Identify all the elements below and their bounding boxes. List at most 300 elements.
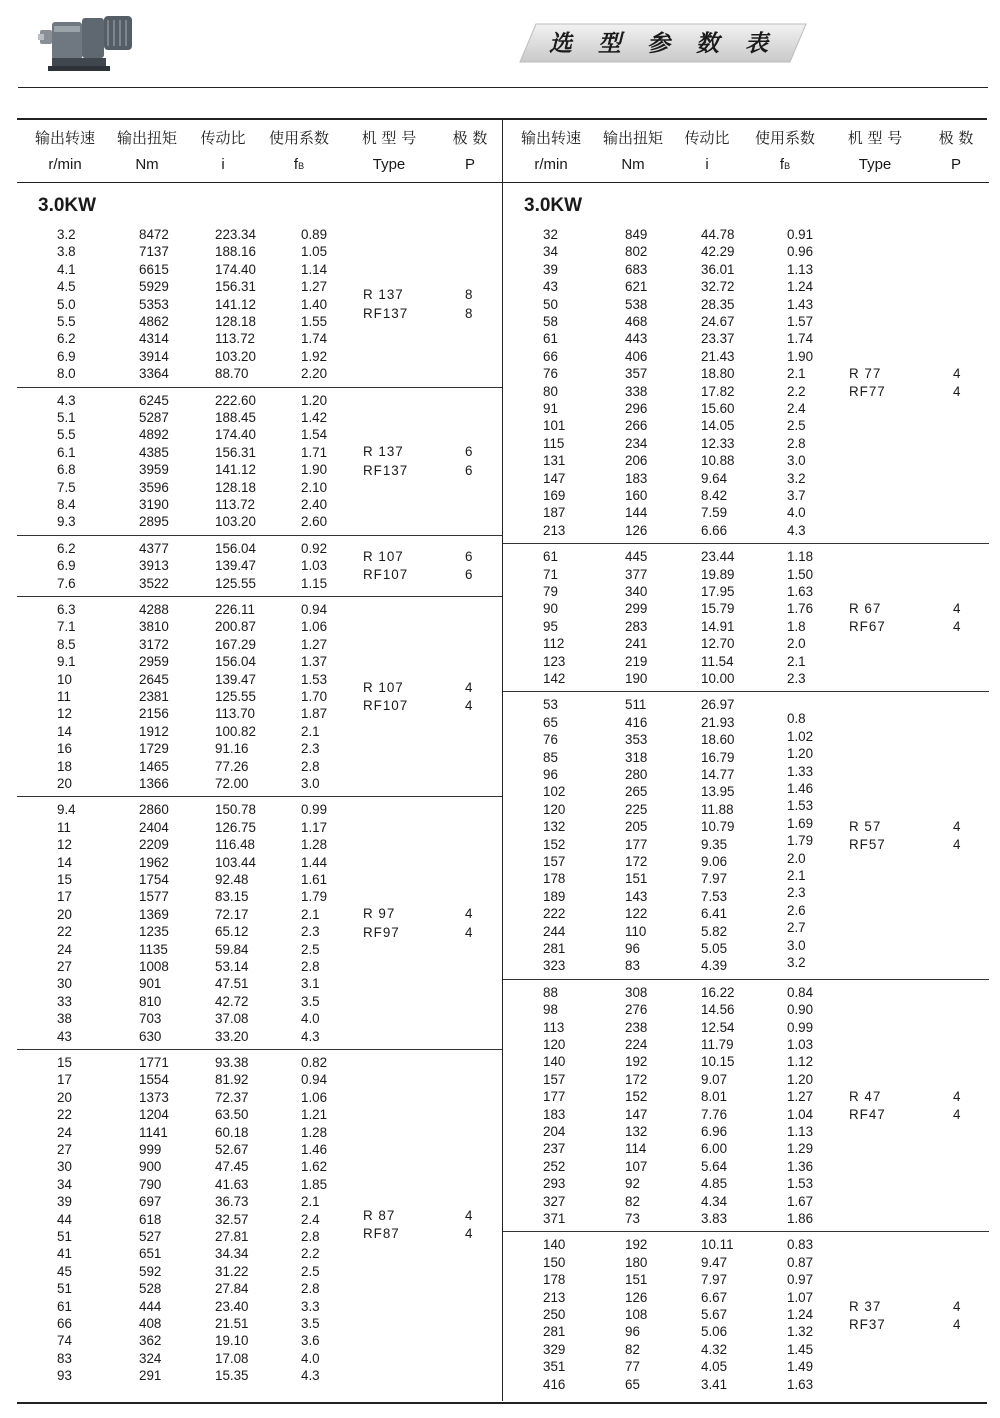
table-row: [503, 261, 989, 278]
ratio-cell: 103.20: [215, 514, 256, 530]
ratio-cell: 5.06: [701, 1324, 728, 1340]
ratio-cell: 60.18: [215, 1124, 249, 1140]
speed-cell: 6.8: [57, 462, 76, 478]
speed-cell: 83: [57, 1350, 72, 1366]
factor-cell: 0.96: [787, 244, 814, 260]
header-factor: 使用系数 fB: [268, 129, 329, 173]
table-row: [503, 487, 989, 504]
speed-cell: 6.9: [57, 348, 76, 364]
torque-cell: 82: [625, 1193, 640, 1209]
table-row: [503, 1175, 989, 1192]
speed-cell: 329: [543, 1341, 566, 1357]
speed-cell: 120: [543, 1036, 566, 1052]
speed-cell: 79: [543, 583, 558, 599]
torque-cell: 528: [139, 1281, 162, 1297]
speed-cell: 6.1: [57, 444, 76, 460]
torque-cell: 357: [625, 366, 648, 382]
factor-cell: 1.67: [787, 1193, 814, 1209]
factor-cell: 2.8: [787, 435, 806, 451]
table-row: [503, 583, 989, 600]
speed-cell: 76: [543, 732, 558, 748]
torque-cell: 1962: [139, 854, 169, 870]
factor-cell: 2.4: [301, 1211, 320, 1227]
speed-cell: 95: [543, 618, 558, 634]
speed-cell: 115: [543, 435, 565, 451]
table-row: [503, 836, 989, 853]
speed-cell: 112: [543, 636, 565, 652]
model-type: R 37: [849, 1298, 882, 1314]
model-group: [17, 388, 502, 536]
factor-cell: 1.37: [301, 654, 328, 670]
speed-cell: 213: [543, 522, 566, 538]
factor-cell: 2.5: [301, 1263, 320, 1279]
ratio-cell: 10.00: [701, 670, 735, 686]
torque-cell: 152: [625, 1089, 648, 1105]
ratio-cell: 13.95: [701, 784, 735, 800]
torque-cell: 4862: [139, 314, 169, 329]
table-row: [503, 923, 989, 940]
header-torque: 输出扭矩 Nm: [602, 129, 663, 173]
factor-cell: 2.10: [301, 479, 328, 495]
power-label-left: 3.0KW: [38, 195, 97, 216]
ratio-cell: 31.22: [215, 1263, 249, 1279]
pole-count: 4: [953, 1317, 961, 1333]
speed-cell: 113: [543, 1019, 565, 1035]
table-row: [503, 905, 989, 922]
ratio-cell: 32.57: [215, 1211, 249, 1227]
torque-cell: 126: [625, 522, 648, 538]
header-factor: 使用系数 fB: [754, 129, 815, 173]
torque-cell: 143: [625, 888, 648, 904]
table-row: [17, 330, 502, 347]
factor-cell: 1.74: [787, 331, 814, 347]
table-row: [503, 243, 989, 260]
ratio-cell: 15.79: [701, 601, 735, 617]
table-row: [17, 801, 502, 818]
model-group: [17, 597, 502, 797]
factor-cell: 4.0: [301, 1350, 320, 1366]
ratio-cell: 116.48: [215, 837, 255, 853]
speed-cell: 4.3: [57, 392, 76, 408]
speed-cell: 20: [57, 1089, 72, 1105]
table-row: [17, 975, 502, 992]
torque-cell: 3810: [139, 619, 169, 635]
header-ratio: 传动比 i: [200, 129, 246, 173]
torque-cell: 224: [625, 1036, 648, 1052]
torque-cell: 849: [625, 227, 648, 242]
factor-cell: 2.1: [301, 906, 320, 922]
table-row: [17, 1315, 502, 1332]
speed-cell: 17: [57, 1072, 72, 1088]
model-type-flange: RF57: [849, 837, 886, 853]
factor-cell: 1.29: [787, 1141, 814, 1157]
ratio-cell: 103.20: [215, 348, 256, 364]
ratio-cell: 128.18: [215, 314, 256, 329]
table-row: [17, 723, 502, 740]
table-row: [17, 1367, 502, 1384]
table-row: [503, 1140, 989, 1157]
factor-cell: 1.33: [787, 763, 814, 779]
speed-cell: 3.8: [57, 244, 76, 260]
factor-cell: 1.28: [301, 837, 328, 853]
ratio-cell: 156.31: [215, 444, 256, 460]
factor-cell: 0.99: [787, 1019, 814, 1035]
model-type: R 77: [849, 365, 882, 381]
table-row: [503, 1376, 989, 1393]
pole-count: 4: [953, 818, 961, 834]
torque-cell: 5929: [139, 279, 169, 295]
torque-cell: 538: [625, 296, 648, 312]
ratio-cell: 17.82: [701, 383, 735, 399]
table-row: [17, 618, 502, 635]
speed-cell: 30: [57, 1159, 72, 1175]
torque-cell: 3364: [139, 366, 169, 382]
speed-cell: 8.4: [57, 496, 76, 512]
factor-cell: 1.70: [301, 689, 328, 704]
torque-cell: 8472: [139, 227, 169, 242]
ratio-cell: 8.42: [701, 488, 728, 503]
factor-cell: 2.40: [301, 496, 328, 512]
torque-cell: 3914: [139, 348, 169, 364]
factor-cell: 1.8: [787, 618, 806, 634]
table-row: [17, 365, 502, 382]
speed-cell: 15: [57, 871, 72, 887]
factor-cell: 2.2: [787, 383, 806, 399]
torque-cell: 1754: [139, 871, 169, 887]
table-row: [503, 888, 989, 905]
pole-count: 4: [953, 1298, 961, 1314]
torque-cell: 92: [625, 1176, 640, 1192]
speed-cell: 178: [543, 1272, 566, 1288]
ratio-cell: 83.15: [215, 889, 249, 905]
factor-cell: 1.42: [301, 409, 328, 425]
torque-cell: 318: [625, 749, 648, 765]
table-row: [503, 566, 989, 583]
table-row: [503, 714, 989, 731]
table-row: [17, 1228, 502, 1245]
speed-cell: 43: [57, 1028, 72, 1044]
ratio-cell: 200.87: [215, 619, 256, 635]
torque-cell: 353: [625, 732, 648, 748]
factor-cell: 1.20: [301, 392, 328, 408]
speed-cell: 9.3: [57, 514, 76, 530]
table-row: [503, 1193, 989, 1210]
speed-cell: 416: [543, 1376, 566, 1392]
factor-cell: 2.8: [301, 1281, 320, 1297]
speed-cell: 281: [543, 940, 566, 956]
factor-cell: 2.20: [301, 366, 328, 382]
ratio-cell: 141.12: [215, 296, 256, 312]
factor-cell: 1.06: [301, 1089, 328, 1105]
ratio-cell: 11.88: [701, 801, 734, 817]
table-row: [17, 636, 502, 653]
speed-cell: 65: [543, 714, 558, 730]
speed-cell: 17: [57, 889, 72, 905]
torque-cell: 324: [139, 1350, 162, 1366]
torque-cell: 2860: [139, 802, 169, 818]
ratio-cell: 44.78: [701, 227, 735, 242]
factor-cell: 4.0: [301, 1011, 320, 1027]
ratio-cell: 3.83: [701, 1210, 728, 1226]
torque-cell: 225: [625, 801, 648, 817]
factor-cell: 2.1: [301, 1194, 320, 1210]
factor-cell: 1.85: [301, 1176, 328, 1192]
speed-cell: 187: [543, 505, 566, 521]
header-model: 机 型 号 Type: [361, 129, 417, 173]
torque-cell: 108: [625, 1306, 648, 1322]
factor-cell: 1.49: [787, 1359, 814, 1375]
ratio-cell: 28.35: [701, 296, 735, 312]
ratio-cell: 27.81: [215, 1229, 249, 1244]
ratio-cell: 19.10: [215, 1333, 249, 1349]
factor-cell: 1.86: [787, 1210, 814, 1226]
ratio-cell: 32.72: [701, 279, 735, 295]
pole-count: 8: [465, 305, 473, 321]
factor-cell: 1.53: [787, 1176, 814, 1192]
ratio-cell: 63.50: [215, 1107, 249, 1123]
speed-cell: 7.5: [57, 479, 76, 495]
ratio-cell: 126.75: [215, 819, 256, 835]
torque-cell: 147: [625, 1106, 648, 1122]
ratio-cell: 9.64: [701, 470, 728, 486]
torque-cell: 83: [625, 958, 640, 974]
speed-cell: 189: [543, 888, 566, 904]
table-row: [17, 1028, 502, 1045]
table-row: [503, 1306, 989, 1323]
torque-cell: 238: [625, 1019, 648, 1035]
speed-cell: 66: [543, 348, 558, 364]
model-group: [17, 536, 502, 597]
torque-cell: 340: [625, 583, 648, 599]
torque-cell: 283: [625, 618, 648, 634]
ratio-cell: 18.60: [701, 732, 735, 748]
torque-cell: 468: [625, 314, 648, 329]
factor-cell: 1.62: [301, 1159, 328, 1175]
factor-cell: 1.69: [787, 815, 814, 831]
table-row: [503, 1254, 989, 1271]
model-type-flange: RF97: [363, 924, 400, 940]
torque-cell: 291: [139, 1368, 162, 1384]
ratio-cell: 5.05: [701, 940, 728, 956]
speed-cell: 34: [543, 244, 558, 260]
pole-count: 6: [465, 462, 473, 478]
speed-cell: 34: [57, 1176, 72, 1192]
table-row: [17, 958, 502, 975]
factor-cell: 1.74: [301, 331, 328, 347]
torque-cell: 1577: [139, 889, 169, 905]
table-row: [17, 496, 502, 513]
torque-cell: 280: [625, 766, 648, 782]
torque-cell: 183: [625, 470, 648, 486]
ratio-cell: 77.26: [215, 758, 249, 774]
table-row: [17, 1332, 502, 1349]
table-row: [503, 278, 989, 295]
table-row: [17, 1010, 502, 1027]
table-row: [17, 444, 502, 461]
torque-cell: 901: [139, 976, 162, 992]
torque-cell: 151: [625, 871, 648, 887]
table-row: [17, 461, 502, 478]
ratio-cell: 141.12: [215, 462, 256, 478]
table-row: [17, 941, 502, 958]
speed-cell: 44: [57, 1211, 72, 1227]
factor-cell: 0.84: [787, 984, 814, 1000]
factor-cell: 2.7: [787, 920, 806, 936]
speed-cell: 24: [57, 1124, 72, 1140]
torque-cell: 151: [625, 1272, 648, 1288]
torque-cell: 790: [139, 1176, 162, 1192]
torque-cell: 1465: [139, 758, 169, 774]
factor-cell: 1.05: [301, 244, 328, 260]
ratio-cell: 6.41: [701, 906, 728, 922]
torque-cell: 4892: [139, 427, 169, 443]
table-row: [17, 540, 502, 557]
speed-cell: 157: [543, 853, 566, 869]
table-row: [503, 226, 989, 243]
torque-cell: 3596: [139, 479, 169, 495]
pole-count: 6: [465, 444, 473, 460]
model-group: [17, 1050, 502, 1400]
table-row: [503, 365, 989, 382]
torque-cell: 900: [139, 1159, 162, 1175]
ratio-cell: 128.18: [215, 479, 256, 495]
pole-count: 4: [465, 906, 473, 922]
table-row: [503, 801, 989, 818]
torque-cell: 2156: [139, 706, 169, 722]
table-row: [503, 618, 989, 635]
model-type-flange: RF137: [363, 305, 409, 321]
torque-cell: 96: [625, 1324, 640, 1340]
ratio-cell: 10.15: [701, 1054, 735, 1070]
ratio-cell: 12.70: [701, 636, 735, 652]
speed-cell: 32: [543, 227, 558, 242]
torque-cell: 338: [625, 383, 648, 399]
ratio-cell: 47.51: [215, 976, 249, 992]
ratio-cell: 7.53: [701, 888, 728, 904]
table-row: [503, 818, 989, 835]
speed-cell: 11: [57, 819, 71, 835]
table-row: [503, 1071, 989, 1088]
speed-cell: 39: [543, 261, 558, 277]
table-row: [17, 426, 502, 443]
factor-cell: 3.1: [301, 976, 320, 992]
torque-cell: 4377: [139, 540, 169, 556]
table-row: [503, 957, 989, 974]
factor-list: [787, 710, 813, 971]
pole-count: 4: [465, 679, 473, 695]
factor-cell: 3.0: [301, 776, 320, 791]
speed-cell: 3.2: [57, 227, 76, 242]
factor-cell: 1.03: [787, 1036, 814, 1052]
ratio-cell: 88.70: [215, 366, 249, 382]
ratio-cell: 223.34: [215, 227, 256, 242]
model-type-flange: RF37: [849, 1317, 886, 1333]
torque-cell: 6245: [139, 392, 169, 408]
table-row: [17, 688, 502, 705]
model-type: R 87: [363, 1207, 396, 1223]
table-row: [503, 296, 989, 313]
torque-cell: 177: [625, 836, 648, 852]
speed-cell: 76: [543, 366, 558, 382]
factor-cell: 4.0: [787, 505, 806, 521]
ratio-cell: 72.17: [215, 906, 249, 922]
torque-cell: 266: [625, 418, 648, 434]
torque-cell: 683: [625, 261, 648, 277]
ratio-cell: 4.39: [701, 958, 728, 974]
header-poles: 极 数 P: [452, 129, 488, 173]
ratio-cell: 42.72: [215, 993, 249, 1009]
torque-cell: 308: [625, 984, 648, 1000]
torque-cell: 4385: [139, 444, 169, 460]
table-row: [503, 1289, 989, 1306]
speed-cell: 41: [57, 1246, 72, 1262]
speed-cell: 93: [57, 1368, 72, 1384]
factor-cell: 2.4: [787, 401, 806, 416]
model-type-flange: RF137: [363, 462, 409, 478]
torque-cell: 65: [625, 1376, 640, 1392]
torque-cell: 110: [625, 923, 647, 939]
table-row: [503, 548, 989, 565]
torque-cell: 241: [625, 636, 648, 652]
torque-cell: 999: [139, 1142, 162, 1157]
table-row: [17, 854, 502, 871]
torque-cell: 3190: [139, 496, 169, 512]
ratio-cell: 125.55: [215, 689, 256, 704]
table-row: [503, 1088, 989, 1105]
header-poles: 极 数 P: [938, 129, 974, 173]
table-row: [503, 731, 989, 748]
table-row: [17, 513, 502, 530]
table-row: [17, 479, 502, 496]
torque-cell: 299: [625, 601, 648, 617]
header-speed: 输出转速 r/min: [520, 129, 581, 173]
speed-cell: 98: [543, 1002, 558, 1018]
table-row: [17, 653, 502, 670]
speed-cell: 327: [543, 1193, 566, 1209]
model-type: R 107: [363, 679, 404, 695]
ratio-cell: 125.55: [215, 575, 256, 591]
ratio-cell: 8.01: [701, 1089, 728, 1105]
ratio-cell: 222.60: [215, 392, 256, 408]
ratio-cell: 27.84: [215, 1281, 249, 1297]
table-row: [503, 1019, 989, 1036]
factor-cell: 4.3: [301, 1028, 320, 1044]
table-row: [503, 1158, 989, 1175]
torque-cell: 1141: [139, 1124, 168, 1140]
ratio-cell: 9.06: [701, 853, 728, 869]
speed-cell: 177: [543, 1089, 566, 1105]
ratio-cell: 139.47: [215, 671, 256, 687]
header-ratio: 传动比 i: [684, 129, 730, 173]
speed-cell: 66: [57, 1316, 72, 1331]
factor-cell: 1.90: [787, 348, 814, 364]
ratio-cell: 113.70: [215, 706, 255, 722]
torque-cell: 5287: [139, 409, 169, 425]
ratio-cell: 156.31: [215, 279, 256, 295]
factor-cell: 3.0: [787, 453, 806, 469]
header-speed: 输出转速 r/min: [34, 129, 95, 173]
torque-cell: 172: [625, 1071, 648, 1087]
ratio-cell: 113.72: [215, 331, 255, 347]
table-row: [17, 1263, 502, 1280]
speed-cell: 51: [57, 1229, 72, 1244]
power-label-right: 3.0KW: [524, 195, 583, 216]
speed-cell: 169: [543, 488, 566, 503]
table-row: [17, 671, 502, 688]
factor-cell: 0.87: [787, 1254, 814, 1270]
ratio-cell: 14.56: [701, 1002, 735, 1018]
speed-cell: 4.5: [57, 279, 76, 295]
